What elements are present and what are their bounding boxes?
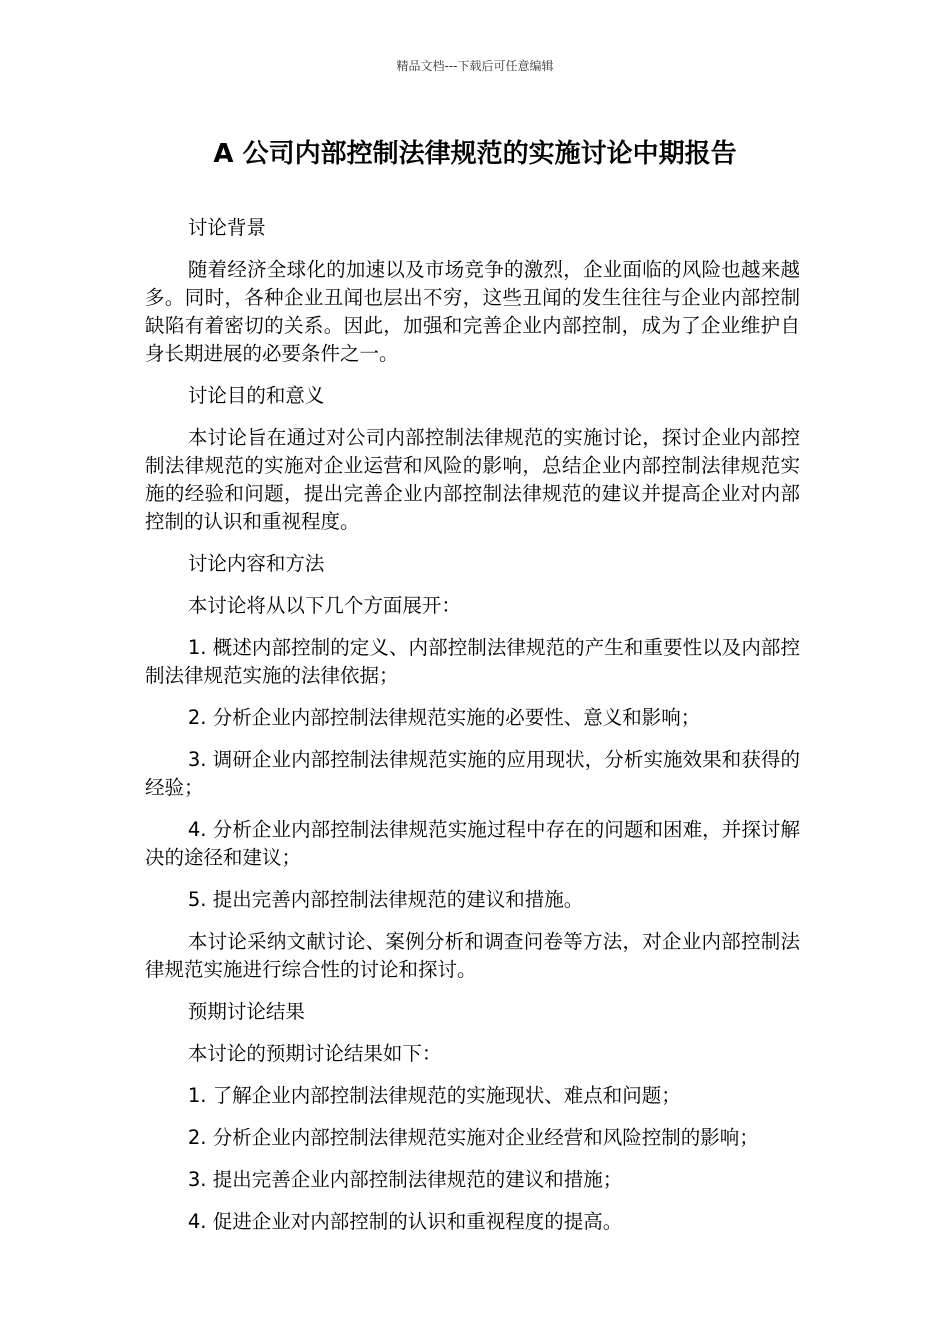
list-item-content-4: 4. 分析企业内部控制法律规范实施过程中存在的问题和困难，并探讨解决的途径和建议； (145, 818, 800, 869)
list-item-content-2: 2. 分析企业内部控制法律规范实施的必要性、意义和影响； (187, 706, 701, 729)
paragraph-background: 随着经济全球化的加速以及市场竞争的激烈，企业面临的风险也越来越多。同时，各种企业丑闻也层出不穷，这些丑闻的发生往往与企业内部控制缺陷有着密切的关系。因此，加强和完善企业内部控制，成为了企业维护自身长期进展的必要条件之一。 (145, 258, 800, 365)
paragraph-content-intro: 本讨论将从以下几个方面展开： (187, 594, 461, 617)
section-heading-content-methods: 讨论内容和方法 (187, 552, 325, 575)
list-item-result-4: 4. 促进企业对内部控制的认识和重视程度的提高。 (187, 1210, 623, 1233)
section-heading-background: 讨论背景 (187, 216, 266, 239)
list-item-result-3: 3. 提出完善企业内部控制法律规范的建议和措施； (187, 1168, 623, 1191)
paragraph-purpose: 本讨论旨在通过对公司内部控制法律规范的实施讨论，探讨企业内部控制法律规范的实施对企业运营和风险的影响，总结企业内部控制法律规范实施的经验和问题，提出完善企业内部控制法律规范的建议并提高企业对内部控制的认识和重视程度。 (145, 426, 800, 533)
list-item-content-3: 3. 调研企业内部控制法律规范实施的应用现状，分析实施效果和获得的经验； (145, 748, 800, 799)
list-item-content-1: 1. 概述内部控制的定义、内部控制法律规范的产生和重要性以及内部控制法律规范实施的法律依据； (145, 636, 800, 687)
list-item-result-1: 1. 了解企业内部控制法律规范的实施现状、难点和问题； (187, 1084, 681, 1107)
paragraph-methods: 本讨论采纳文献讨论、案例分析和调查问卷等方法，对企业内部控制法律规范实施进行综合性的讨论和探讨。 (145, 930, 800, 981)
list-item-content-5: 5. 提出完善内部控制法律规范的建议和措施。 (187, 888, 584, 911)
section-heading-purpose: 讨论目的和意义 (187, 384, 325, 407)
document-body (145, 214, 800, 1250)
header-note: 精品文档---下载后可任意编辑 (396, 59, 554, 73)
document-title: A 公司内部控制法律规范的实施讨论中期报告 (213, 139, 737, 169)
section-heading-expected-results: 预期讨论结果 (187, 1000, 305, 1023)
paragraph-expected-intro: 本讨论的预期讨论结果如下： (187, 1042, 442, 1065)
list-item-result-2: 2. 分析企业内部控制法律规范实施对企业经营和风险控制的影响； (187, 1126, 759, 1149)
